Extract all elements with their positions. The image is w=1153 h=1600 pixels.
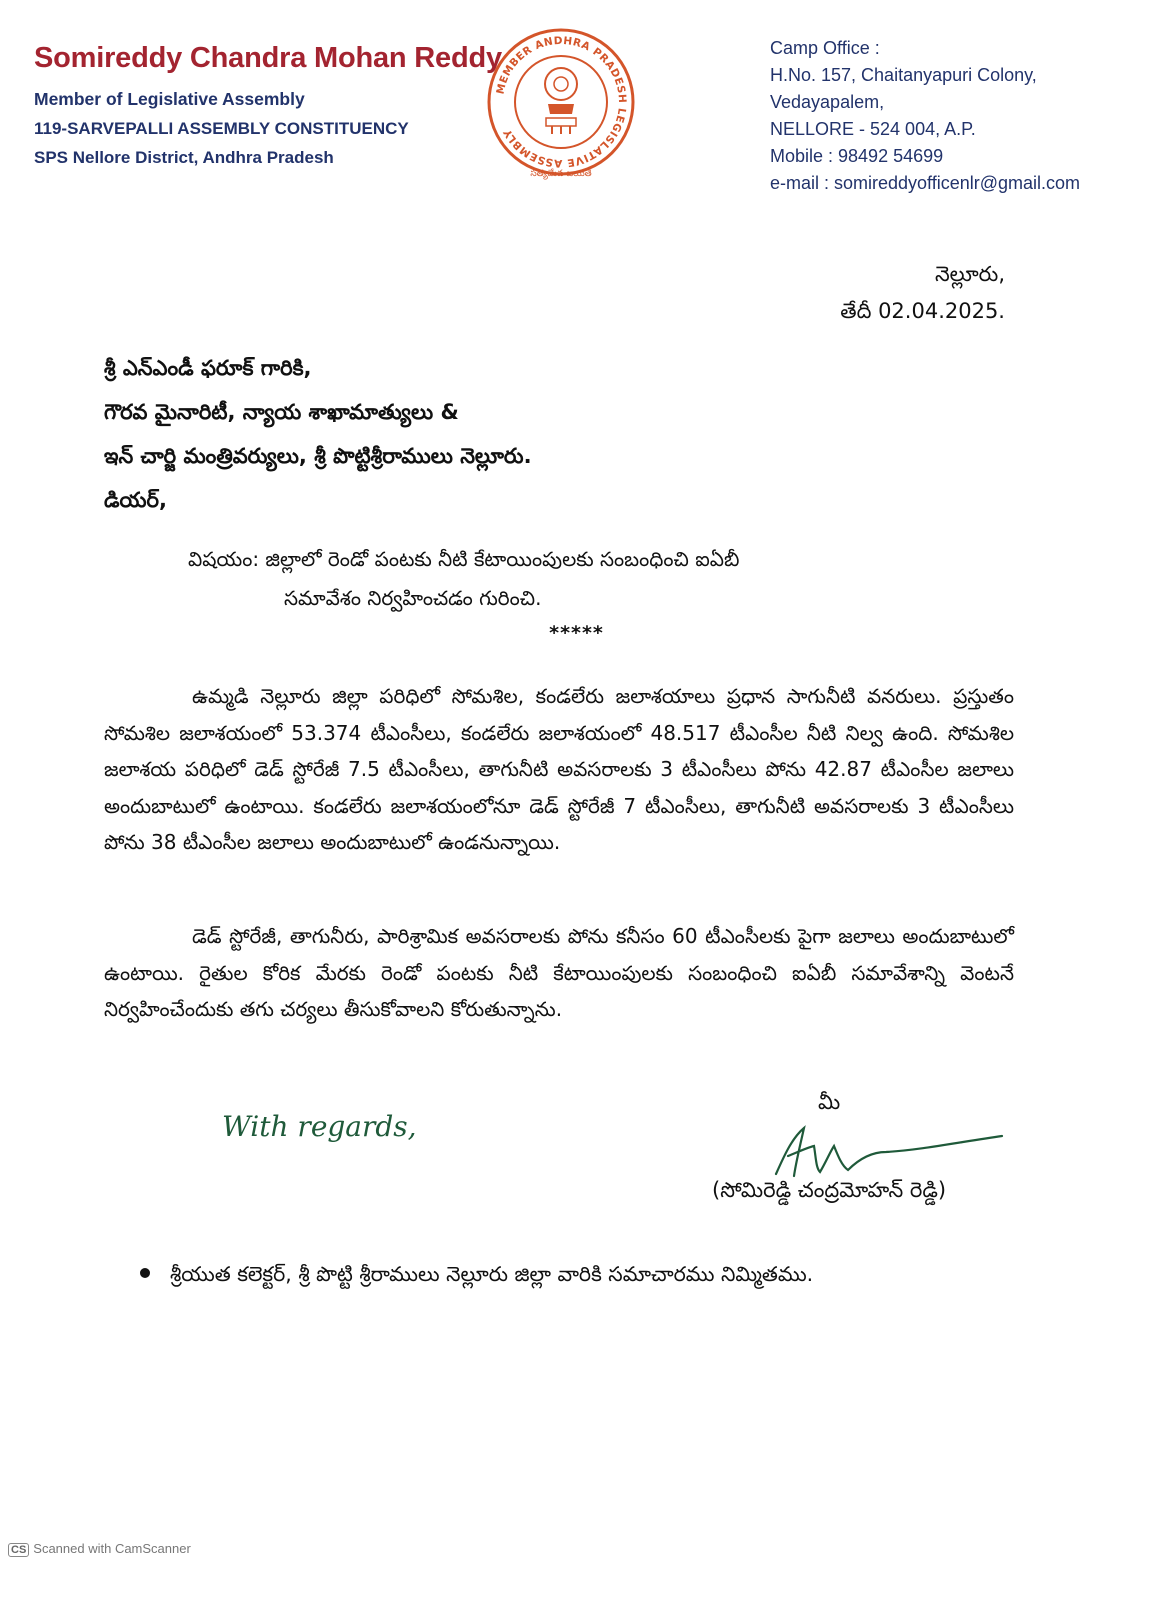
subject-line-1: విషయం: జిల్లాలో రెండో పంటకు నీటి కేటాయింపులకు సంబంధించి ఐఏబీ — [188, 547, 740, 571]
body-paragraph-1: ఉమ్మడి నెల్లూరు జిల్లా పరిధిలో సోమశిల, కండలేరు జలాశయాలు ప్రధాన సాగునీటి వనరులు. ప్రస్తుతం సోమశిల జలాశయంలో 53.374 టీఎంసీలు, కండలేరు జలాశయంలో 48.517 టీఎంసీల నీటి నిల్వ ఉంది. సోమశిల జలాశయ పరిధిలో డెడ్ స్టోరేజీ 7.5 టీఎంసీలు, తాగునీటి అవసరాలకు 3 టీఎంసీలు పోను 42.87 టీఎంసీల జలాలు అందుబాటులో ఉంటాయి. కండలేరు జలాశయంలోనూ డెడ్ స్టోరేజీ 7 టీఎంసీలు, తాగునీటి అవసరాలకు 3 టీఎంసీలు పోను 38 టీఎంసీల జలాలు అందుబాటులో ఉండనున్నాయి. — [104, 684, 1014, 854]
copy-to — [140, 1262, 813, 1291]
seal-ring-text: MEMBER ANDHRA PRADESH LEGISLATIVE ASSEMBLY — [494, 34, 629, 170]
footer-text: Scanned with CamScanner — [33, 1541, 191, 1556]
constituency: 119-SARVEPALLI ASSEMBLY CONSTITUENCY — [34, 119, 409, 138]
recipient-line-3: ఇన్ చార్జి మంత్రివర్యులు, శ్రీ పొట్టిశ్రీరాములు నెల్లూరు. — [104, 444, 532, 468]
salutation: డియర్, — [104, 488, 167, 512]
separator: ***** — [549, 622, 604, 644]
recipient-line-2: గౌరవ మైనారిటీ, న్యాయ శాఖామాత్యులు & — [104, 400, 459, 424]
signature-icon — [770, 1112, 1010, 1182]
copy-to-text: శ్రీయుత కలెక్టర్, శ్రీ పొట్టి శ్రీరాములు నెల్లూరు జిల్లా వారికి సమాచారము నిమ్మితము. — [170, 1262, 814, 1286]
email-address: e-mail : somireddyofficenlr@gmail.com — [770, 173, 1081, 193]
date-block — [840, 262, 1005, 336]
designation: Member of Legislative Assembly — [34, 89, 305, 109]
address-line-1: H.No. 157, Chaitanyapuri Colony, — [770, 65, 1037, 85]
scanner-footer — [8, 1541, 191, 1557]
subject — [188, 547, 739, 625]
district: SPS Nellore District, Andhra Pradesh — [34, 148, 334, 167]
recipient-line-1: శ్రీ ఎన్ఎండీ ఫరూక్ గారికి, — [104, 356, 312, 380]
handwritten-closing — [222, 1100, 482, 1160]
recipient-address — [104, 356, 532, 488]
letterhead-left — [34, 42, 502, 177]
mobile-number: Mobile : 98492 54699 — [770, 146, 944, 166]
letter-date: తేదీ 02.04.2025. — [840, 299, 1005, 323]
place: నెల్లూరు, — [934, 262, 1005, 286]
subject-line-2: సమావేశం నిర్వహించడం గురించి. — [284, 586, 542, 610]
body-paragraph-2: డెడ్ స్టోరేజీ, తాగునీరు, పారిశ్రామిక అవసరాలకు పోను కనీసం 60 టీఎంసీలకు పైగా జలాలు అందుబాటులో ఉంటాయి. రైతుల కోరిక మేరకు రెండో పంటకు నీటి కేటాయింపులకు సంబంధించి ఐఏబీ సమావేశాన్ని వెంటనే నిర్వహించేందుకు తగు చర్యలు తీసుకోవాలని కోరుతున్నాను. — [104, 924, 1014, 1021]
closing-text: With regards, — [222, 1110, 417, 1143]
mla-name: Somireddy Chandra Mohan Reddy — [34, 42, 502, 74]
assembly-seal-icon — [486, 22, 636, 182]
signatory-name: (సోమిరెడ్డి చంద్రమోహన్ రెడ్డి) — [712, 1178, 947, 1202]
seal-motto: సత్యమేవ జయతే — [530, 169, 592, 179]
address-line-3: NELLORE - 524 004, A.P. — [770, 119, 976, 139]
camp-office-label: Camp Office : — [770, 38, 880, 58]
camscanner-logo-icon: CS — [8, 1543, 29, 1557]
address-line-2: Vedayapalem, — [770, 92, 885, 112]
letterhead-right — [770, 38, 1130, 200]
yours-word: మీ — [818, 1090, 841, 1114]
bullet-icon — [140, 1268, 150, 1278]
